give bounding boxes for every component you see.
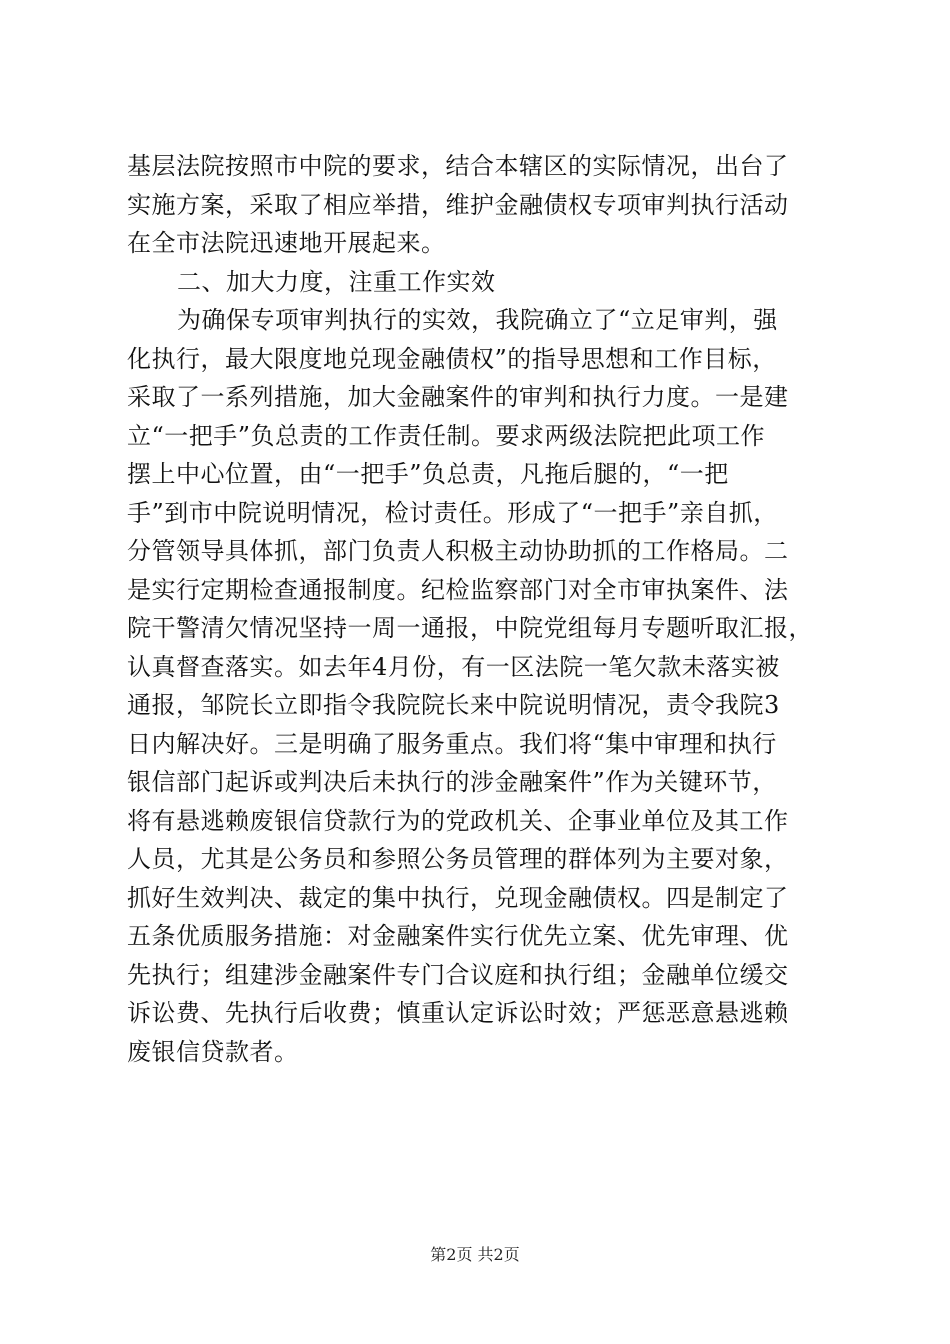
text-line: 废银信贷款者。: [127, 1037, 299, 1066]
page-number-footer: 第2页 共2页: [430, 1245, 520, 1264]
text-line: 诉讼费、先执行后收费；慎重认定诉讼时效；严惩恶意悬逃赖: [127, 999, 789, 1027]
text-line: 立“一把手”负总责的工作责任制。要求两级法院把此项工作: [127, 421, 766, 450]
text-line: 日内解决好。三是明确了服务重点。我们将“集中审理和执行: [127, 729, 777, 758]
text-line: 院干警清欠情况坚持一周一通报，中院党组每月专题听取汇报，: [127, 614, 813, 642]
text-line: 将有悬逃赖废银信贷款行为的党政机关、企事业单位及其工作: [127, 806, 789, 835]
text-line: 通报，邹院长立即指令我院院长来中院说明情况，责令我院3: [127, 691, 780, 719]
text-line: 在全市法院迅速地开展起来。: [127, 229, 446, 257]
text-line: 银信部门起诉或判决后未执行的涉金融案件”作为关键环节，: [127, 768, 777, 796]
text-line: 认真督查落实。如去年4月份，有一区法院一笔欠款未落实被: [127, 652, 780, 681]
text-line: 人员，尤其是公务员和参照公务员管理的群体列为主要对象，: [127, 845, 789, 873]
text-line: 分管领导具体抓，部门负责人积极主动协助抓的工作格局。二: [127, 537, 789, 565]
text-line: 先执行；组建涉金融案件专门合议庭和执行组；金融单位缓交: [127, 960, 789, 989]
text-line: 是实行定期检查通报制度。纪检监察部门对全市审执案件、法: [127, 575, 789, 604]
section-heading: 二、加大力度，注重工作实效: [177, 267, 496, 296]
document-body: [127, 147, 837, 1071]
text-line: 实施方案，采取了相应举措，维护金融债权专项审判执行活动: [127, 190, 789, 219]
text-line: 基层法院按照市中院的要求，结合本辖区的实际情况，出台了: [127, 152, 789, 180]
text-line: 五条优质服务措施：对金融案件实行优先立案、优先审理、优: [127, 922, 789, 950]
text-line: 抓好生效判决、裁定的集中执行，兑现金融债权。四是制定了: [127, 883, 789, 912]
paragraph-first-line: 为确保专项审判执行的实效，我院确立了“立足审判，强: [177, 306, 778, 334]
text-line: 化执行，最大限度地兑现金融债权”的指导思想和工作目标，: [127, 344, 777, 373]
text-line: 手”到市中院说明情况，检讨责任。形成了“一把手”亲自抓，: [127, 498, 778, 527]
text-line: 摆上中心位置，由“一把手”负总责，凡拖后腿的，“一把: [127, 460, 729, 488]
text-line: 采取了一系列措施，加大金融案件的审判和执行力度。一是建: [127, 383, 789, 411]
